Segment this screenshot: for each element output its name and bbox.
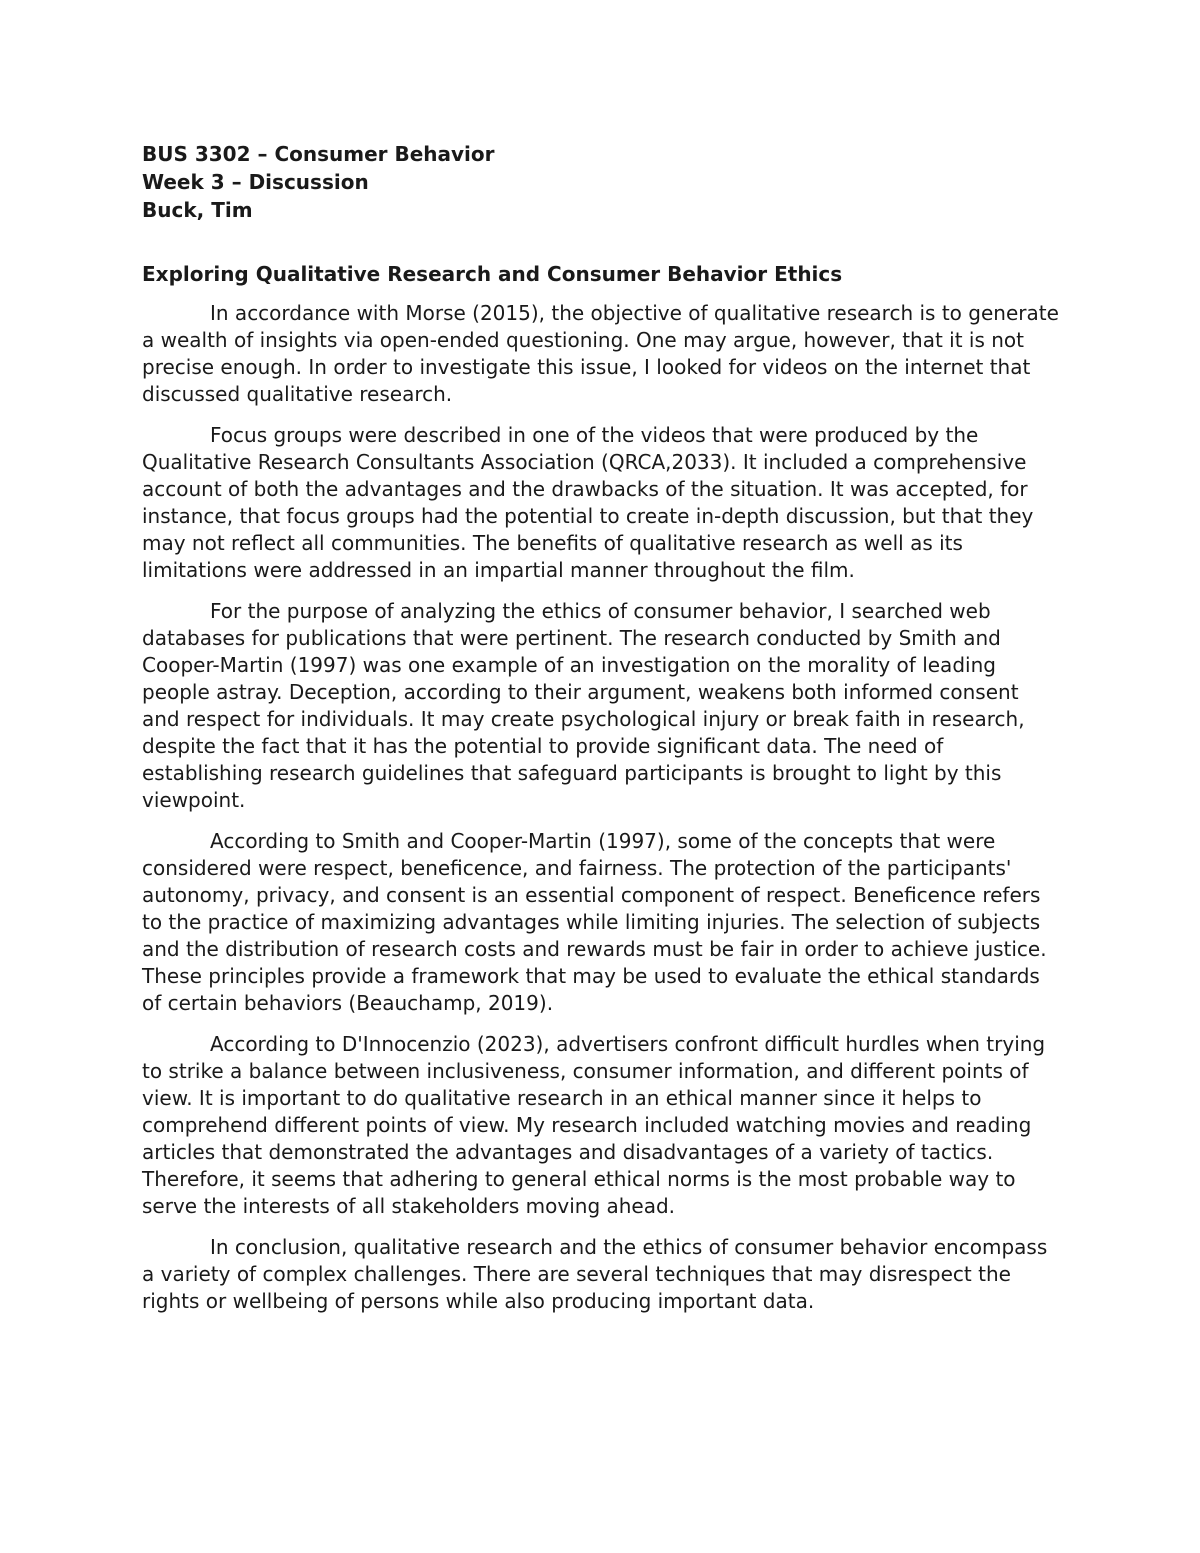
paragraph-6: In conclusion, qualitative research and the ethics of consumer behavior encompass a variety of complex challenges. There are several techniques that may disrespect the rights or wellbeing of persons while also producing important data. xyxy=(142,1235,1048,1313)
paragraph-3: For the purpose of analyzing the ethics of consumer behavior, I searched web databases for publications that were pertinent. The research conducted by Smith and Cooper-Martin (1997) was one example of an investigation on the morality of leading people astray. Deception, according to their argument, weakens both informed consent and respect for individuals. It may create psychological injury or break faith in research, despite the fact that it has the potential to provide significant data. The need of establishing research guidelines that safeguard participants is brought to light by this viewpoint. xyxy=(142,599,1025,812)
document-page xyxy=(142,140,1062,1329)
paragraph-5: According to D'Innocenzio (2023), advertisers confront difficult hurdles when trying to strike a balance between inclusiveness, consumer information, and different points of view. It is important to do qualitative research in an ethical manner since it helps to comprehend different points of view. My research included watching movies and reading articles that demonstrated the advantages and disadvantages of a variety of tactics. Therefore, it seems that adhering to general ethical norms is the most probable way to serve the interests of all stakeholders moving ahead. xyxy=(142,1032,1046,1218)
author-name: Buck, Tim xyxy=(142,198,253,222)
paragraph-2: Focus groups were described in one of the videos that were produced by the Qualitative Research Consultants Association (QRCA,2033). It included a comprehensive account of both the advantages and the drawbacks of the situation. It was accepted, for instance, that focus groups had the potential to create in-depth discussion, but that they may not reflect all communities. The benefits of qualitative research as well as its limitations were addressed in an impartial manner throughout the film. xyxy=(142,423,1034,582)
paragraph-4: According to Smith and Cooper-Martin (1997), some of the concepts that were considered were respect, beneficence, and fairness. The protection of the participants' autonomy, privacy, and consent is an essential component of respect. Beneficence refers to the practice of maximizing advantages while limiting injuries. The selection of subjects and the distribution of research costs and rewards must be fair in order to achieve justice. These principles provide a framework that may be used to evaluate the ethical standards of certain behaviors (Beauchamp, 2019). xyxy=(142,829,1047,1015)
document-title: Exploring Qualitative Research and Consumer Behavior Ethics xyxy=(142,262,843,286)
paragraph-1: In accordance with Morse (2015), the objective of qualitative research is to generate a wealth of insights via open-ended questioning. One may argue, however, that it is not precise enough. In order to investigate this issue, I looked for videos on the internet that discussed qualitative research. xyxy=(142,301,1059,406)
assignment-label: Week 3 – Discussion xyxy=(142,170,369,194)
course-title: BUS 3302 – Consumer Behavior xyxy=(142,142,495,166)
